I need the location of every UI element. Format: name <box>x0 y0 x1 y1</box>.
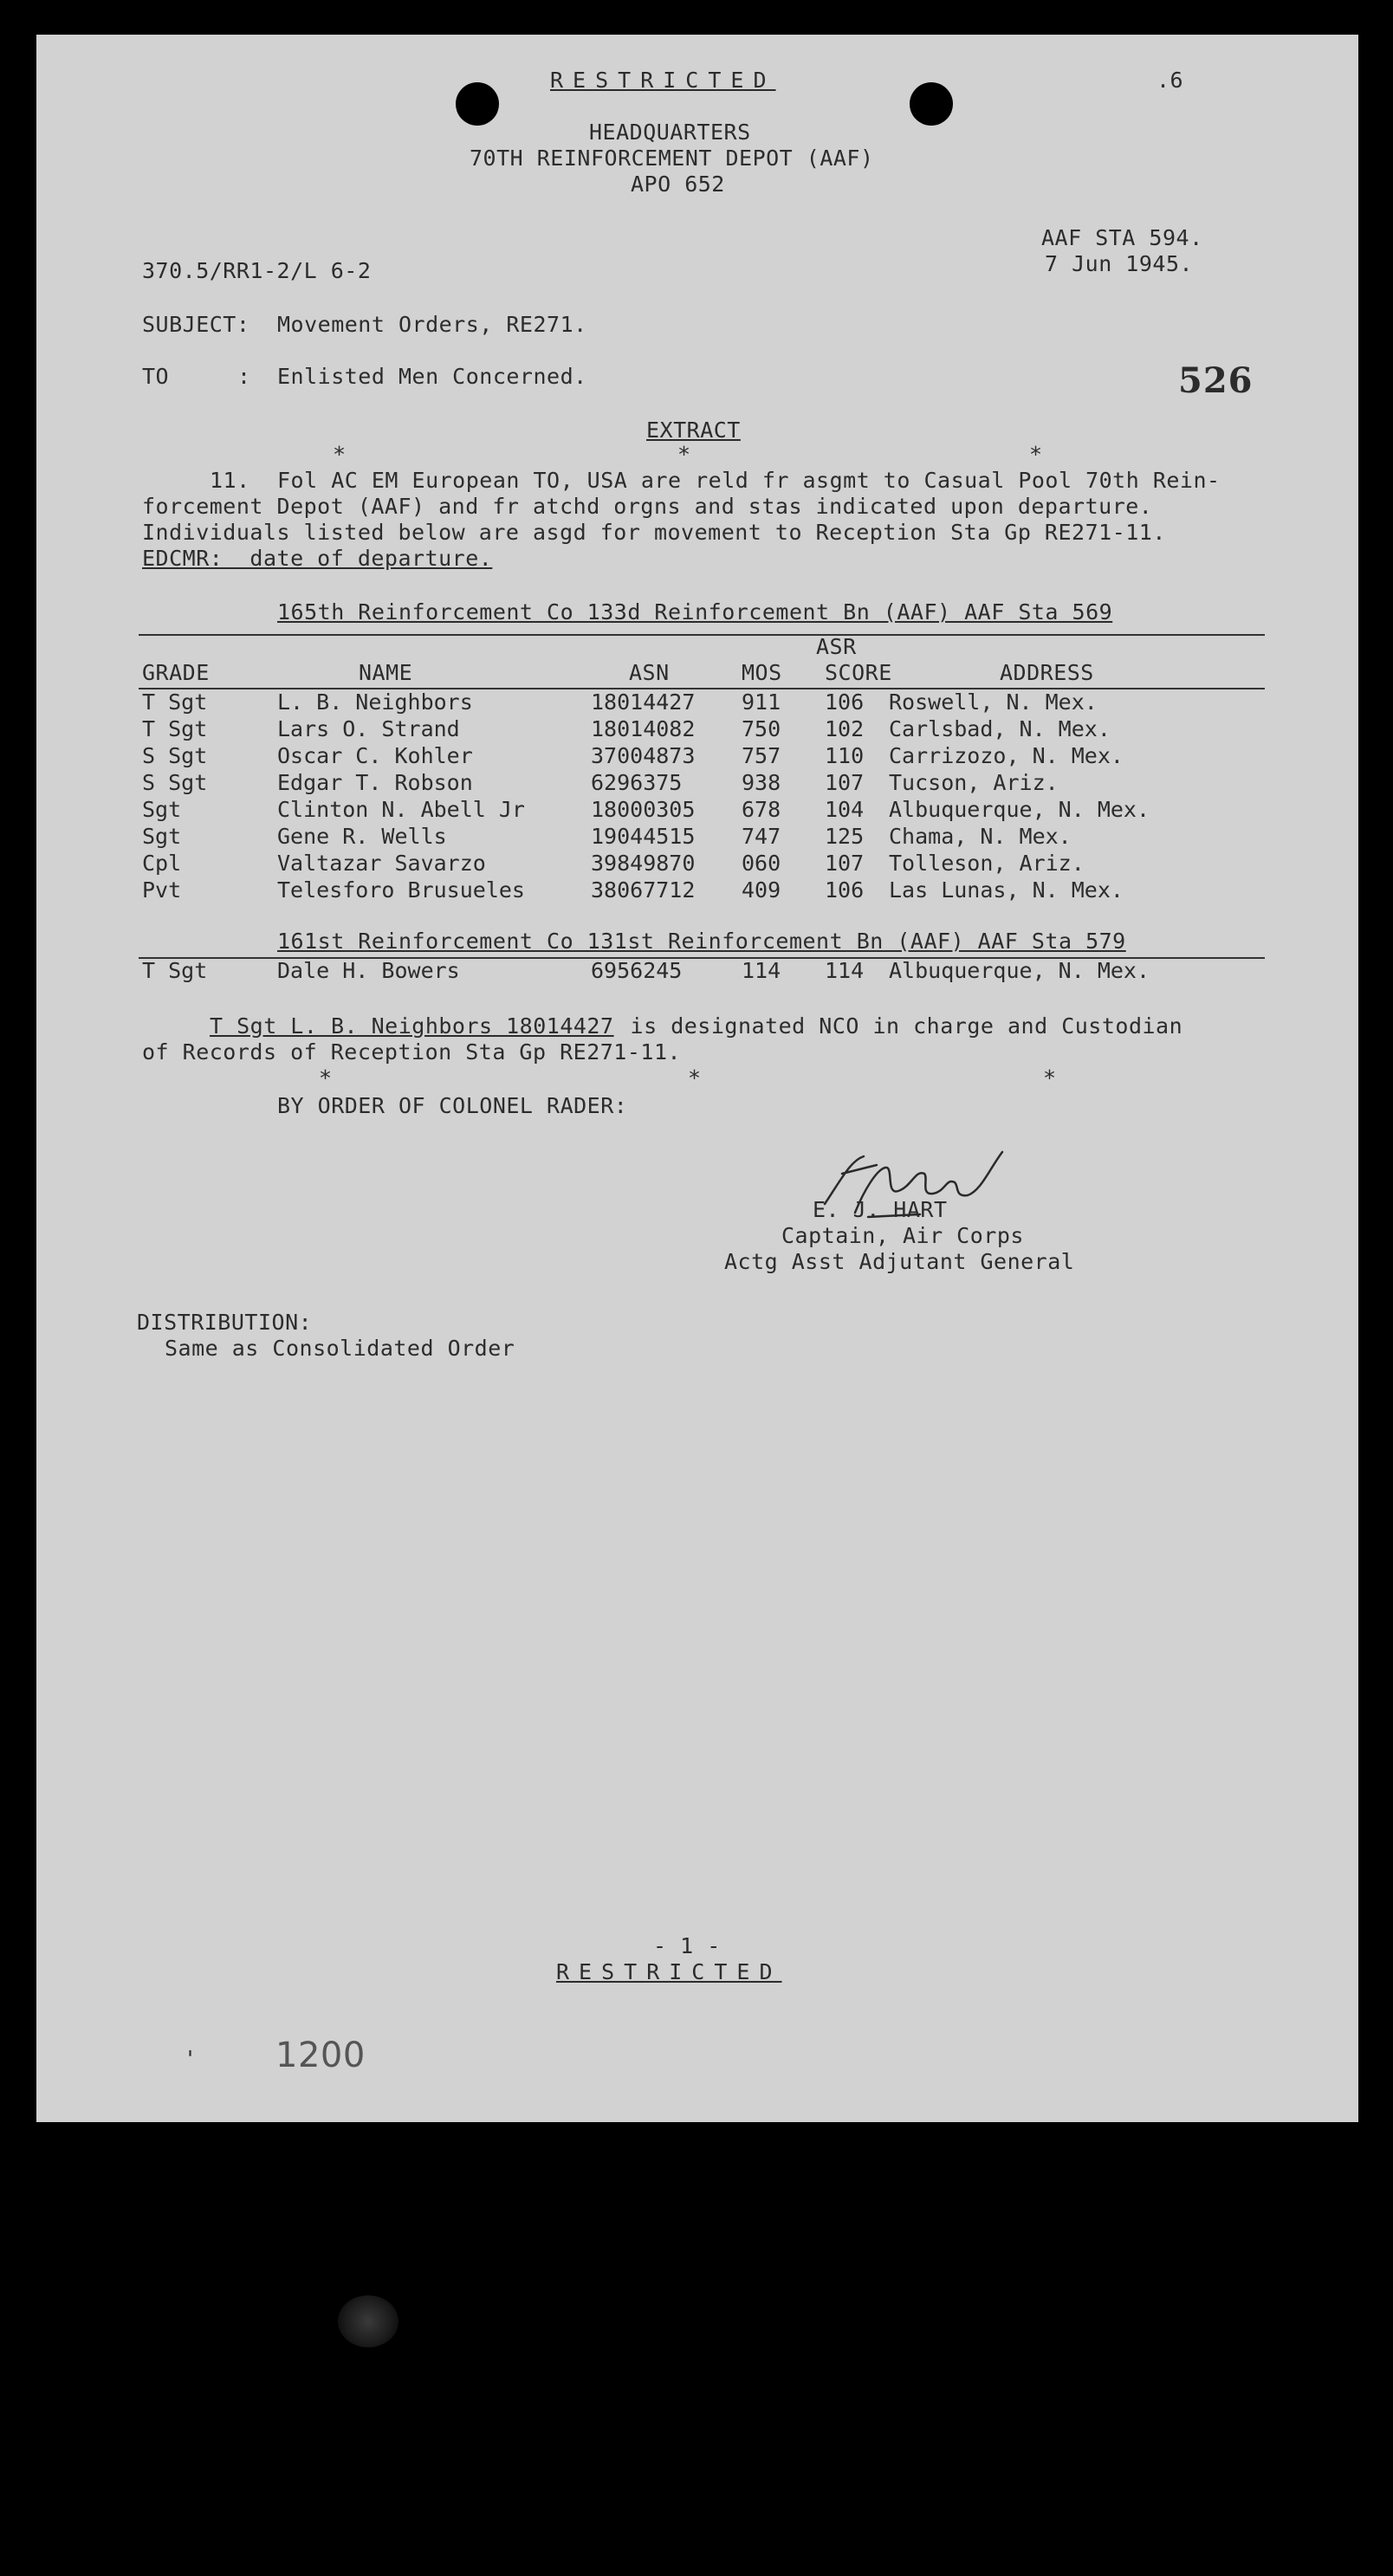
star-1: * <box>333 442 347 467</box>
cell-grade: Sgt <box>142 824 182 849</box>
column-mos: MOS <box>742 660 782 685</box>
document-page <box>36 35 1358 2122</box>
edcmr-line: EDCMR: date of departure. <box>142 546 493 571</box>
column-score: SCORE <box>825 660 892 685</box>
cell-mos: 409 <box>742 877 781 903</box>
column-grade: GRADE <box>142 660 210 685</box>
cell-asn: 38067712 <box>591 877 696 903</box>
signatory-title: Actg Asst Adjutant General <box>724 1249 1075 1274</box>
cell-grade: S Sgt <box>142 770 208 795</box>
paragraph-number: 11. <box>210 468 250 493</box>
unit-1-heading: 165th Reinforcement Co 133d Reinforcement Bn (AAF) AAF Sta 569 <box>277 599 1113 625</box>
cell-grade: T Sgt <box>142 716 208 741</box>
paragraph-line-1: Fol AC EM European TO, USA are reld fr asgmt to Casual Pool 70th Rein- <box>277 468 1221 493</box>
star-6: * <box>1043 1065 1057 1091</box>
cell-asn: 18014082 <box>591 716 696 741</box>
cell-name: Lars O. Strand <box>277 716 460 741</box>
cell-asn: 37004873 <box>591 743 696 768</box>
cell-score: 104 <box>825 797 865 822</box>
distribution-value: Same as Consolidated Order <box>165 1336 515 1361</box>
cell-score: 102 <box>825 716 865 741</box>
cell-address: Chama, N. Mex. <box>889 824 1072 849</box>
subject-label: SUBJECT: <box>142 312 250 337</box>
to-value: Enlisted Men Concerned. <box>277 364 587 389</box>
cell-name: Clinton N. Abell Jr <box>277 797 525 822</box>
classification-footer: RESTRICTED <box>556 1959 782 1984</box>
cell-grade: S Sgt <box>142 743 208 768</box>
stamp-number: 1200 <box>275 2036 366 2075</box>
cell-mos: 938 <box>742 770 781 795</box>
column-name: NAME <box>359 660 413 685</box>
to-colon: : <box>237 364 251 389</box>
cell-score: 107 <box>825 851 865 876</box>
cell-asn: 39849870 <box>591 851 696 876</box>
tick-mark: ' <box>184 2046 198 2071</box>
star-3: * <box>1029 442 1043 467</box>
cell-mos: 678 <box>742 797 781 822</box>
cell-score: 106 <box>825 689 865 715</box>
cell-name: L. B. Neighbors <box>277 689 473 715</box>
cell-asn: 18014427 <box>591 689 696 715</box>
page-code: 526 <box>1178 360 1254 401</box>
cell-address: Albuquerque, N. Mex. <box>889 797 1150 822</box>
cell-asn: 18000305 <box>591 797 696 822</box>
hq-line-1: HEADQUARTERS <box>589 120 751 145</box>
star-5: * <box>688 1065 702 1091</box>
cell-address: Carrizozo, N. Mex. <box>889 743 1124 768</box>
hq-line-3: APO 652 <box>631 172 725 197</box>
station: AAF STA 594. <box>1041 225 1203 250</box>
cell-address: Tolleson, Ariz. <box>889 851 1085 876</box>
signatory-rank: Captain, Air Corps <box>781 1223 1024 1248</box>
cell-mos: 060 <box>742 851 781 876</box>
cell-mos: 757 <box>742 743 781 768</box>
column-asn: ASN <box>629 660 670 685</box>
by-order-line: BY ORDER OF COLONEL RADER: <box>277 1093 628 1118</box>
cell-mos: 911 <box>742 689 781 715</box>
asr-header: ASR <box>816 634 857 659</box>
unit-2-heading: 161st Reinforcement Co 131st Reinforcement Bn (AAF) AAF Sta 579 <box>277 929 1126 954</box>
distribution-label: DISTRIBUTION: <box>137 1310 313 1335</box>
punch-hole-left <box>456 82 499 126</box>
corner-number: .6 <box>1157 68 1184 93</box>
cell-asn: 6296375 <box>591 770 683 795</box>
star-2: * <box>677 442 691 467</box>
star-4: * <box>319 1065 333 1091</box>
cell-asn: 6956245 <box>591 958 683 983</box>
punch-hole-right <box>910 82 953 126</box>
cell-mos: 750 <box>742 716 781 741</box>
cell-name: Oscar C. Kohler <box>277 743 473 768</box>
cell-address: Carlsbad, N. Mex. <box>889 716 1111 741</box>
extract-label: EXTRACT <box>646 417 741 443</box>
scan-smudge <box>338 2295 398 2347</box>
cell-name: Gene R. Wells <box>277 824 447 849</box>
cell-name: Telesforo Brusueles <box>277 877 525 903</box>
cell-grade: T Sgt <box>142 958 208 983</box>
cell-score: 107 <box>825 770 865 795</box>
paragraph-line-3: Individuals listed below are asgd for movement to Reception Sta Gp RE271-11. <box>142 520 1166 545</box>
order-date: 7 Jun 1945. <box>1045 251 1194 276</box>
subject-value: Movement Orders, RE271. <box>277 312 587 337</box>
cell-address: Roswell, N. Mex. <box>889 689 1098 715</box>
nco-line-2: of Records of Reception Sta Gp RE271-11. <box>142 1039 682 1065</box>
nco-line-1: is designated NCO in charge and Custodian <box>617 1013 1183 1039</box>
cell-address: Las Lunas, N. Mex. <box>889 877 1124 903</box>
cell-name: Valtazar Savarzo <box>277 851 486 876</box>
file-reference: 370.5/RR1-2/L 6-2 <box>142 258 372 283</box>
cell-score: 125 <box>825 824 865 849</box>
cell-score: 110 <box>825 743 865 768</box>
cell-address: Tucson, Ariz. <box>889 770 1059 795</box>
cell-asn: 19044515 <box>591 824 696 849</box>
cell-score: 114 <box>825 958 865 983</box>
cell-name: Dale H. Bowers <box>277 958 460 983</box>
classification-header: RESTRICTED <box>550 68 776 93</box>
cell-grade: T Sgt <box>142 689 208 715</box>
hq-line-2: 70TH REINFORCEMENT DEPOT (AAF) <box>470 146 874 171</box>
page-number: - 1 - <box>653 1933 721 1958</box>
cell-mos: 747 <box>742 824 781 849</box>
nco-reference: T Sgt L. B. Neighbors 18014427 <box>210 1013 614 1039</box>
cell-name: Edgar T. Robson <box>277 770 473 795</box>
divider <box>139 634 1265 636</box>
cell-grade: Sgt <box>142 797 182 822</box>
cell-address: Albuquerque, N. Mex. <box>889 958 1150 983</box>
cell-score: 106 <box>825 877 865 903</box>
paragraph-line-2: forcement Depot (AAF) and fr atchd orgns and stas indicated upon departure. <box>142 494 1153 519</box>
to-label: TO <box>142 364 170 389</box>
column-address: ADDRESS <box>1000 660 1094 685</box>
cell-grade: Pvt <box>142 877 182 903</box>
cell-mos: 114 <box>742 958 781 983</box>
signatory-name: E. J. HART <box>813 1197 948 1222</box>
cell-grade: Cpl <box>142 851 182 876</box>
